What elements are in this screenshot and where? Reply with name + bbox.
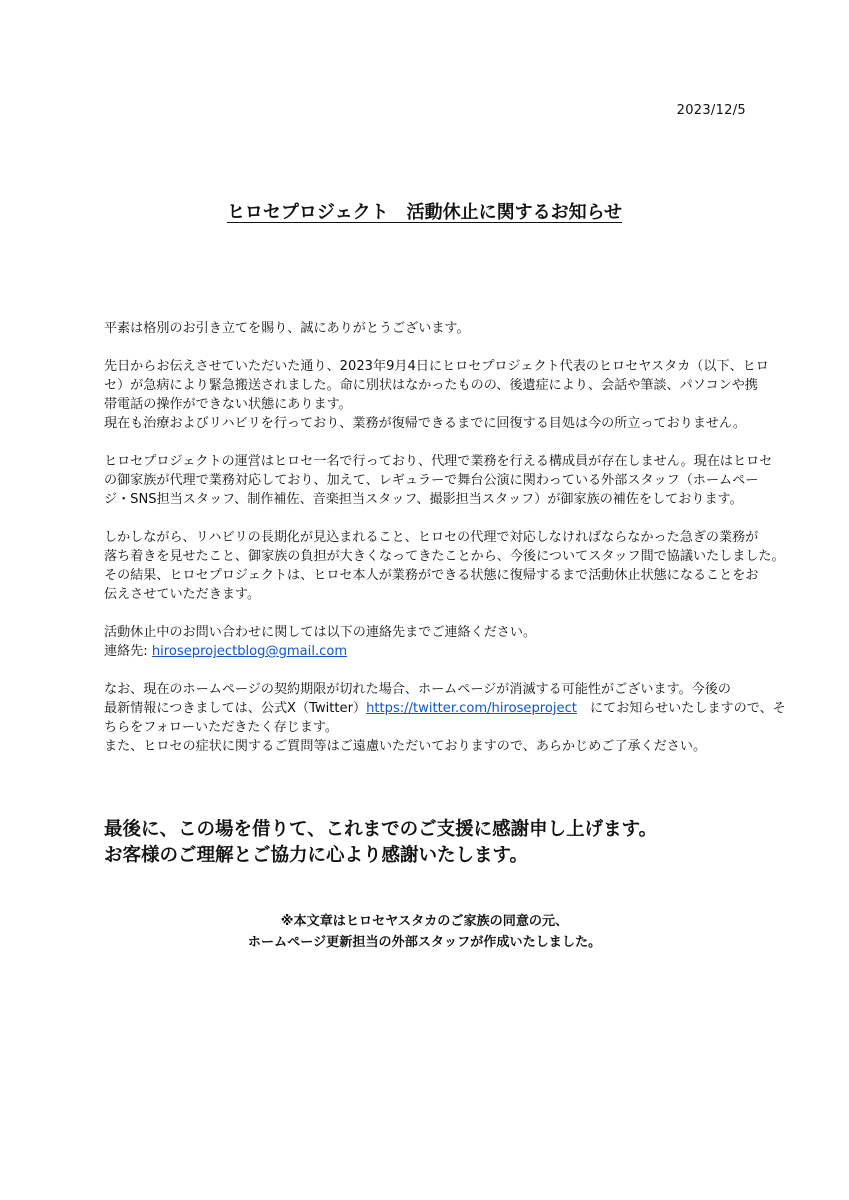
footnote (0, 911, 849, 953)
notice-line: また、ヒロセの症状に関するご質問等はご遠慮いただいておりますので、あらかじめご了承ください。 (104, 739, 707, 754)
operations-paragraph (104, 452, 773, 509)
hiatus-line: その結果、ヒロセプロジェクトは、ヒロセ本人が業務ができる状態に復帰するまで活動休止状態になることをお (104, 568, 759, 583)
notice-line (104, 699, 786, 718)
status-line: 帯電話の操作ができない状態にあります。 (104, 397, 352, 412)
status-line: セ）が急病により緊急搬送されました。命に別状はなかったものの、後遺症により、会話や筆談、パソコンや携 (104, 378, 758, 393)
notice-text: にてお知らせいたしますので、そ (576, 701, 786, 716)
notice-text: 最新情報につきましては、公式X（Twitter） (104, 701, 367, 716)
contact-label: 連絡先: (104, 644, 152, 659)
hiatus-line: 落ち着きを見せたこと、御家族の負担が大きくなってきたことから、今後についてスタッフ間で協議いたしました。 (104, 549, 785, 564)
twitter-link[interactable]: https://twitter.com/hiroseproject (366, 701, 577, 716)
document-date: 2023/12/5 (676, 103, 746, 118)
hiatus-paragraph (104, 528, 785, 604)
contact-email-link[interactable]: hiroseprojectblog@gmail.com (151, 644, 348, 659)
contact-intro: 活動休止中のお問い合わせに関しては以下の連絡先までご連絡ください。 (104, 625, 537, 640)
closing-message (104, 817, 657, 869)
notice-paragraph (104, 680, 786, 756)
closing-line: お客様のご理解とご協力に心より感謝いたします。 (104, 845, 529, 866)
hiatus-line: 伝えさせていただきます。 (104, 587, 261, 602)
notice-line: なお、現在のホームページの契約期限が切れた場合、ホームページが消滅する可能性がございます。今後の (104, 682, 731, 697)
notice-line: ちらをフォローいただきたく存じます。 (104, 720, 338, 735)
status-paragraph (104, 357, 769, 433)
footnote-line: ホームページ更新担当の外部スタッフが作成いたしました。 (247, 935, 602, 950)
status-line: 現在も治療およびリハビリを行っており、業務が復帰できるまでに回復する目処は今の所立っておりません。 (104, 416, 746, 431)
hiatus-line: しかしながら、リハビリの長期化が見込まれること、ヒロセの代理で対応しなければならなかった急ぎの業務が (104, 530, 759, 545)
status-line: 先日からお伝えさせていただいた通り、2023年9月4日にヒロセプロジェクト代表のヒロセヤスタカ（以下、ヒロ (104, 359, 769, 374)
closing-line: 最後に、この場を借りて、これまでのご支援に感謝申し上げます。 (104, 819, 658, 840)
document-body (104, 319, 786, 775)
greeting-paragraph (104, 319, 754, 338)
contact-line (104, 642, 754, 661)
greeting-text: 平素は格別のお引き立てを賜り、誠にありがとうございます。 (104, 321, 470, 336)
document-title: ヒロセプロジェクト 活動休止に関するお知らせ (226, 202, 623, 223)
operations-line: ジ・SNS担当スタッフ、制作補佐、音楽担当スタッフ、撮影担当スタッフ）が御家族の補佐をしております。 (104, 492, 743, 507)
operations-line: の御家族が代理で業務対応しており、加えて、レギュラーで舞台公演に関わっている外部スタッフ（ホームペー (104, 473, 759, 488)
contact-paragraph (104, 623, 754, 661)
footnote-line: ※本文章はヒロセヤスタカのご家族の同意の元、 (280, 914, 569, 929)
operations-line: ヒロセプロジェクトの運営はヒロセ一名で行っており、代理で業務を行える構成員が存在しません。現在はヒロセ (104, 454, 773, 469)
